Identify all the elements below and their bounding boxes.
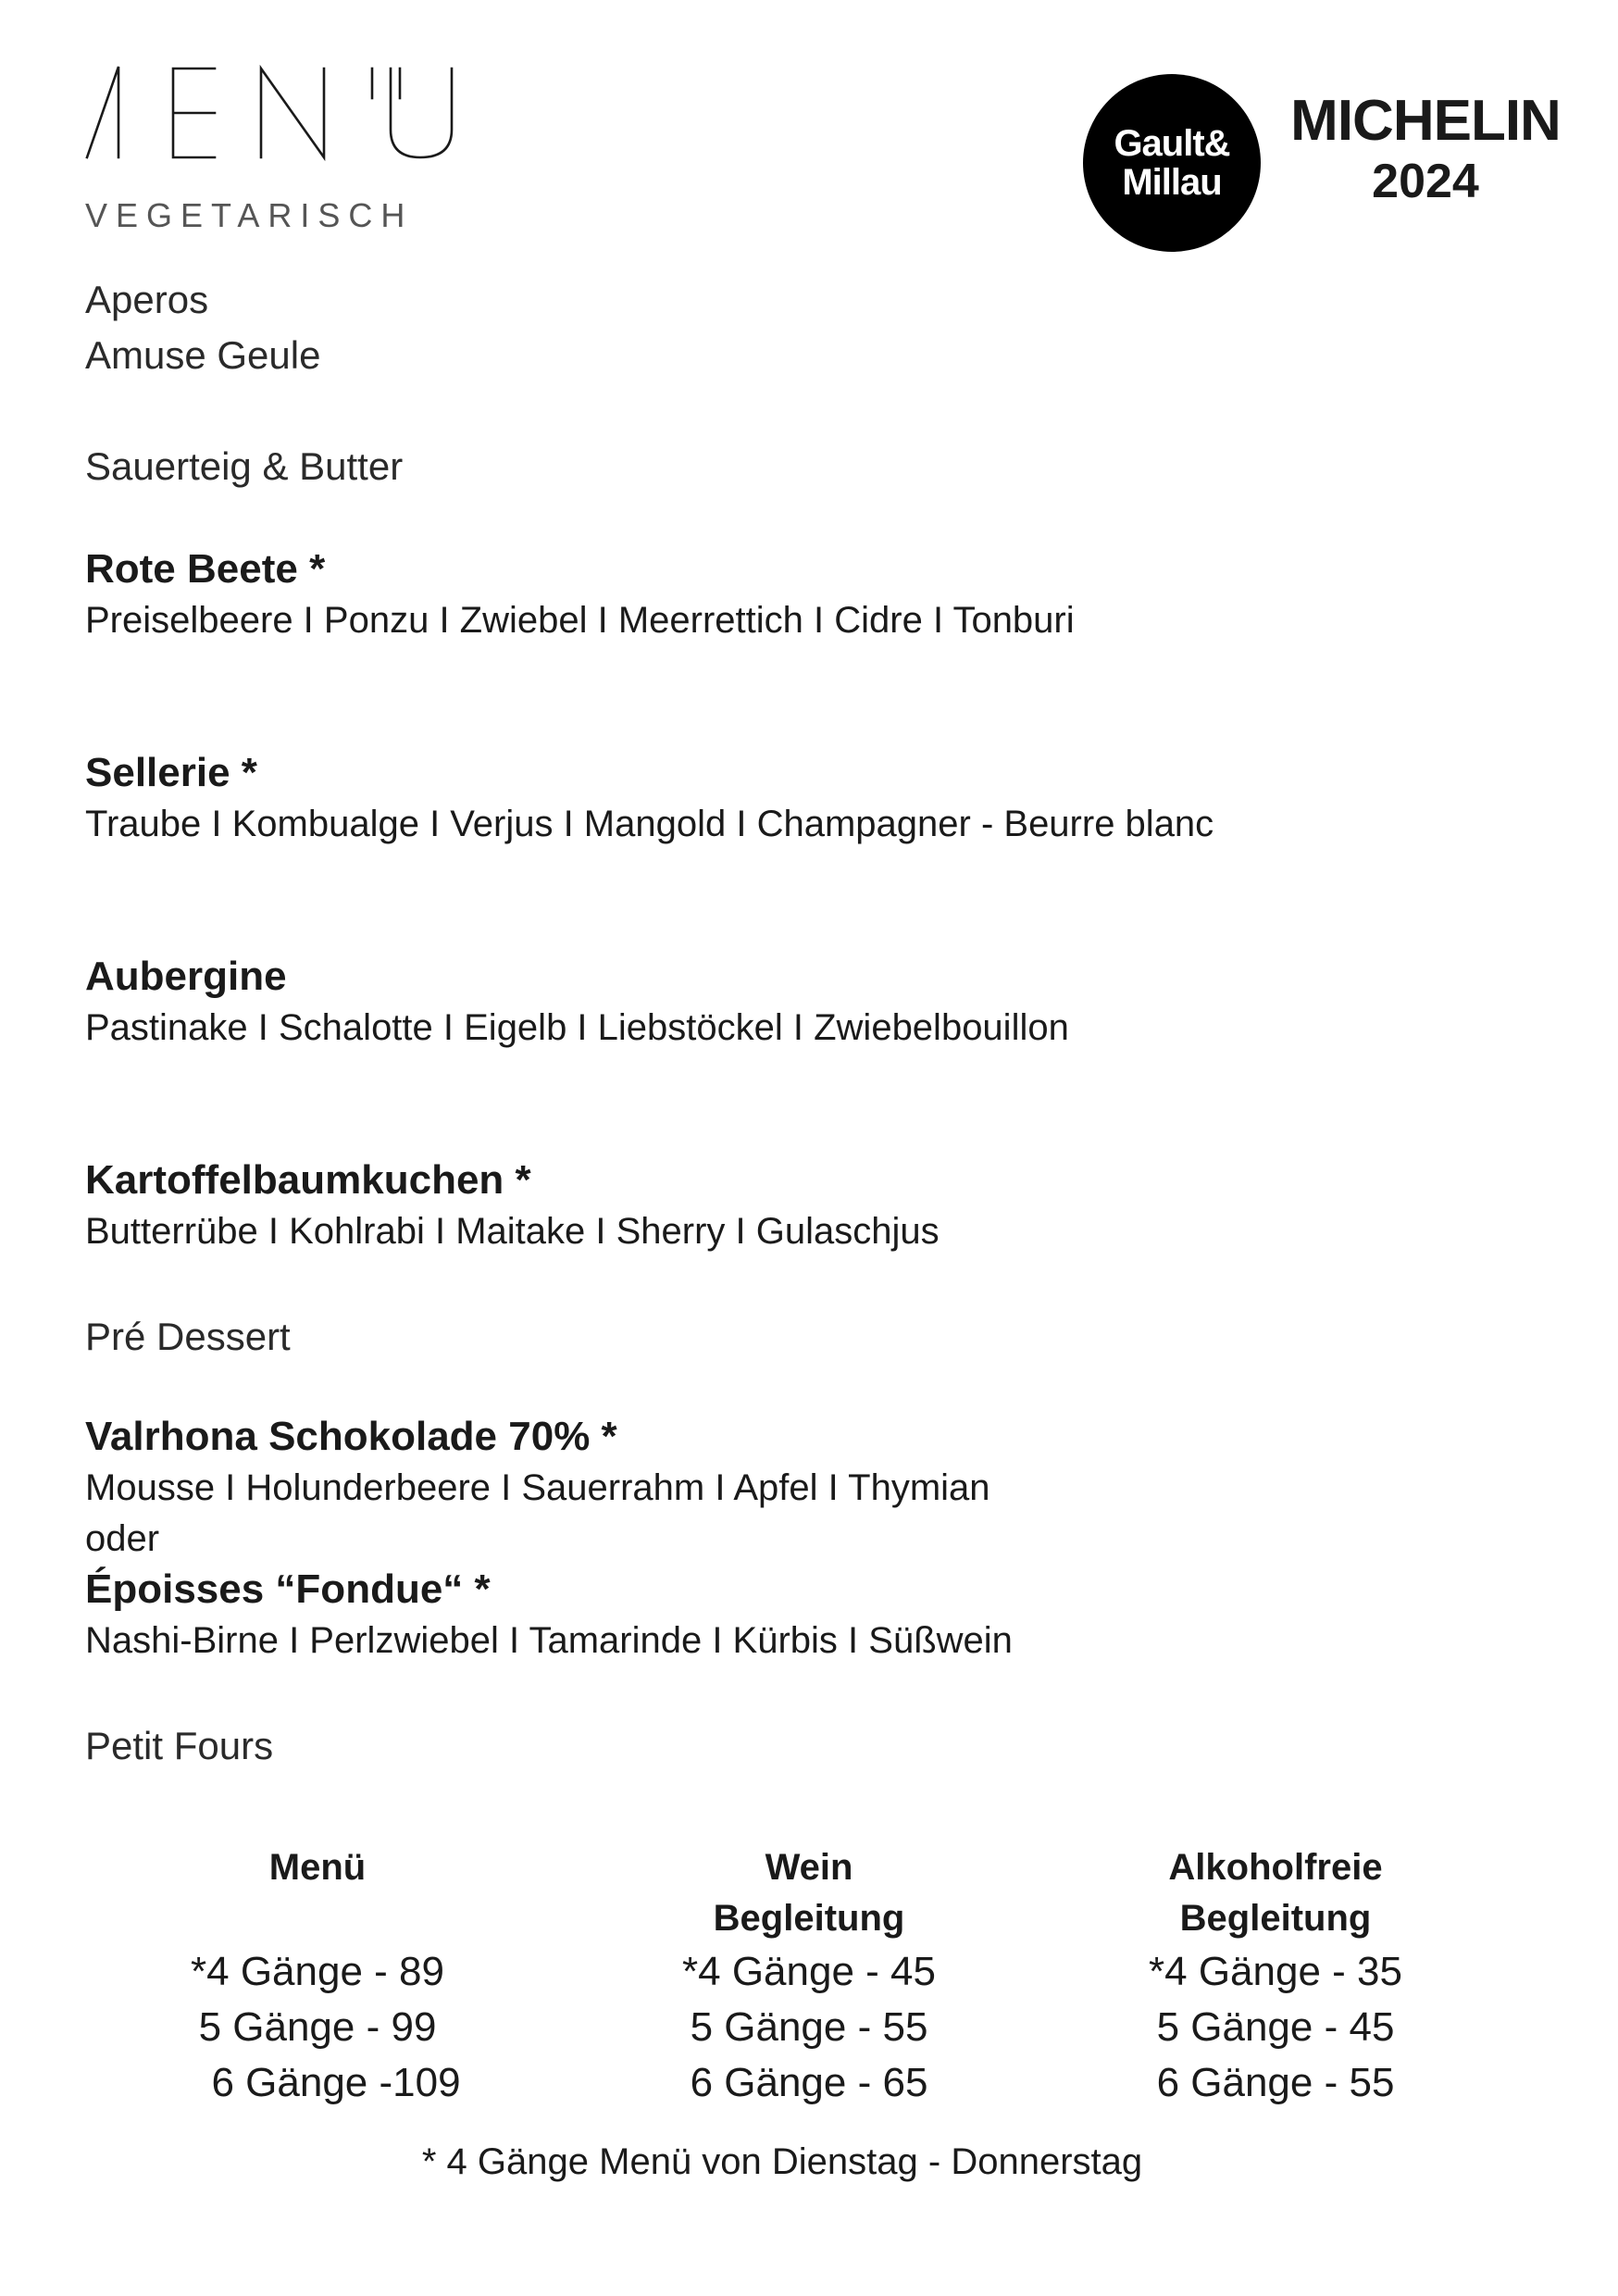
bread: Sauerteig & Butter [85, 444, 404, 488]
column-heading: Wein [765, 1847, 853, 1888]
gault-millau-badge [1083, 74, 1261, 252]
oder-text: oder [85, 1518, 160, 1559]
column-heading: Menü [268, 1847, 367, 1888]
column-heading [86, 1893, 549, 1944]
michelin-award [1287, 89, 1564, 208]
price-column-nonalcoholic [1044, 1842, 1507, 2111]
course-items: Preiselbeere I Ponzu I Zwiebel I Meerrettich I Cidre I Tonburi [85, 600, 1075, 641]
pre-dessert: Pré Dessert [85, 1315, 291, 1358]
column-heading: Begleitung [1179, 1898, 1372, 1939]
price-line: *4 Gänge - 35 [1149, 1949, 1402, 1994]
footnote: * 4 Gänge Menü von Dienstag - Donnerstag [421, 2141, 1143, 2182]
badge-line1: Gault& [1114, 123, 1230, 164]
price-line: 6 Gänge - 65 [690, 2060, 928, 2105]
price-line: *4 Gänge - 89 [191, 1949, 444, 1994]
award-title: MICHELIN [1290, 89, 1561, 153]
dessert-items: Nashi-Birne I Perlzwiebel I Tamarinde I Kürbis I Süßwein [85, 1620, 1013, 1661]
menu-logo [85, 61, 474, 163]
course-items: Traube I Kombualge I Verjus I Mangold I Champagner - Beurre blanc [85, 804, 1214, 844]
menu-subtitle: VEGETARISCH [85, 196, 414, 234]
price-line: 5 Gänge - 45 [1156, 2004, 1395, 2050]
course-name: Aubergine [85, 954, 287, 999]
price-line: 5 Gänge - 99 [198, 2004, 437, 2050]
course-name: Sellerie * [85, 750, 257, 795]
column-heading: Begleitung [713, 1898, 905, 1939]
course-items: Butterrübe I Kohlrabi I Maitake I Sherry I Gulaschjus [85, 1211, 940, 1252]
dessert-name: Valrhona Schokolade 70% * [85, 1414, 617, 1459]
course-name: Rote Beete * [85, 546, 326, 592]
price-line: 5 Gänge - 55 [690, 2004, 928, 2050]
column-heading: Alkoholfreie [1168, 1847, 1383, 1888]
badge-line2: Millau [1122, 162, 1222, 203]
dessert-name: Époisses “Fondue“ * [85, 1566, 491, 1612]
course-items: Pastinake I Schalotte I Eigelb I Liebstöckel I Zwiebelbouillon [85, 1007, 1069, 1048]
price-line: 6 Gänge - 55 [1156, 2060, 1395, 2105]
menu-logo-graphic [85, 61, 474, 163]
award-year: 2024 [1372, 155, 1479, 208]
price-line: 6 Gänge -109 [211, 2060, 461, 2105]
amuse-geule: Amuse Geule [85, 333, 321, 377]
aperos: Aperos [85, 278, 209, 321]
price-line: *4 Gänge - 45 [682, 1949, 936, 1994]
price-column-wine [578, 1842, 1040, 2111]
dessert-items: Mousse I Holunderbeere I Sauerrahm I Apfel I Thymian [85, 1467, 990, 1508]
course-name: Kartoffelbaumkuchen * [85, 1157, 531, 1203]
petit-fours: Petit Fours [85, 1724, 274, 1767]
price-column-menu [86, 1842, 549, 2111]
